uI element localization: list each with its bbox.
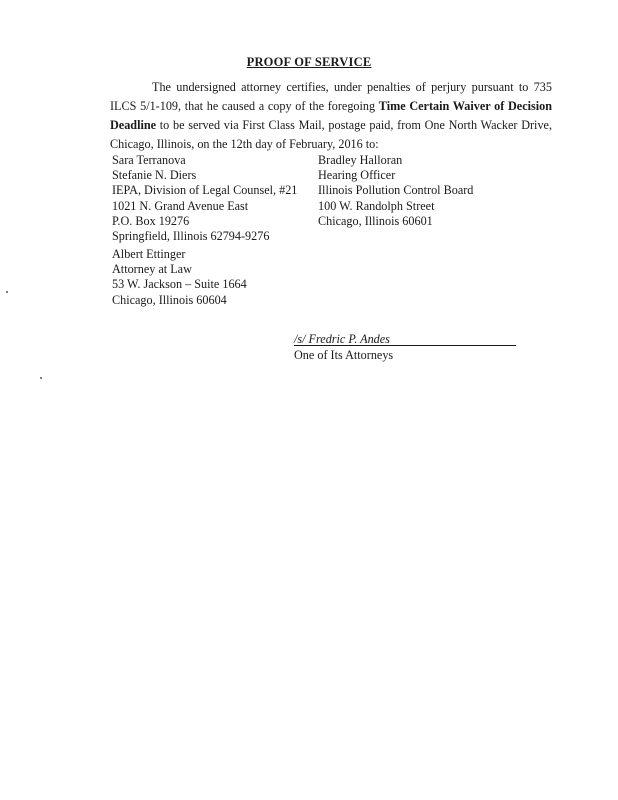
address-line: Stefanie N. Diers: [112, 168, 197, 183]
address-line: Chicago, Illinois 60601: [318, 213, 433, 228]
address-line: Chicago, Illinois 60604: [112, 292, 227, 307]
paragraph-text-part1: The undersigned attorney certifies, under penalties of perjury pursuant to 735 ILCS 5/1-109, that he caused a copy of the foregoing: [110, 80, 552, 113]
signature-role: One of Its Attorneys: [294, 348, 394, 362]
certification-paragraph: [110, 78, 552, 154]
address-line: 100 W. Randolph Street: [318, 198, 435, 213]
recipient-address-block: [112, 247, 247, 308]
address-line: Springfield, Illinois 62794-9276: [112, 228, 270, 243]
scan-speck: [40, 377, 42, 379]
address-line: 1021 N. Grand Avenue East: [112, 198, 249, 213]
signature-block: [294, 332, 516, 363]
address-line: Sara Terranova: [112, 153, 186, 167]
address-line: IEPA, Division of Legal Counsel, #21: [112, 183, 298, 198]
document-title: PROOF OF SERVICE: [246, 55, 372, 69]
address-line: Albert Ettinger: [112, 247, 186, 261]
address-line: Hearing Officer: [318, 168, 396, 183]
recipient-address-block: [318, 153, 473, 229]
address-line: Bradley Halloran: [318, 153, 403, 167]
address-line: 53 W. Jackson – Suite 1664: [112, 277, 247, 292]
address-line: P.O. Box 19276: [112, 213, 190, 228]
paragraph-bold-document-name: Time Certain Waiver of Decision Deadline: [110, 99, 552, 132]
recipient-address-block: [112, 153, 297, 244]
address-line: Illinois Pollution Control Board: [318, 183, 474, 198]
signature-name: /s/ Fredric P. Andes: [294, 332, 390, 346]
scan-speck: [6, 291, 8, 293]
signature-line: [294, 332, 516, 347]
paragraph-text-part2: to be served via First Class Mail, postage paid, from One North Wacker Drive, Chicago, Illinois, on the 12th day of February, 2016 to:: [110, 118, 552, 151]
address-line: Attorney at Law: [112, 262, 192, 277]
